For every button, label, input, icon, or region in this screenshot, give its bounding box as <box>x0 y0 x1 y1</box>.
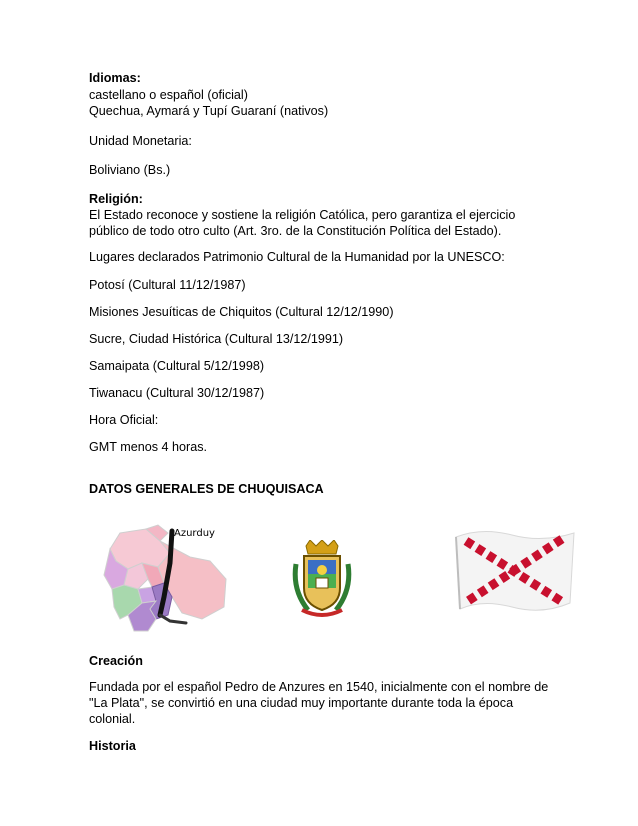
unesco-site: Potosí (Cultural 11/12/1987) <box>89 278 246 292</box>
chuquisaca-heading: DATOS GENERALES DE CHUQUISACA <box>89 482 324 496</box>
religion-line-2: público de todo otro culto (Art. 3ro. de la Constitución Política del Estado). <box>89 224 502 238</box>
idiomas-line-2: Quechua, Aymará y Tupí Guaraní (nativos) <box>89 104 329 118</box>
moneda-value: Boliviano (Bs.) <box>89 163 171 177</box>
unesco-site: Sucre, Ciudad Histórica (Cultural 13/12/1991) <box>89 332 344 346</box>
chuquisaca-flag-image <box>452 523 578 619</box>
creacion-line-2: "La Plata", se convirtió en una ciudad muy importante durante toda la época <box>89 696 514 710</box>
creacion-heading: Creación <box>89 654 143 668</box>
unesco-site: Tiwanacu (Cultural 30/12/1987) <box>89 386 265 400</box>
moneda-label: Unidad Monetaria: <box>89 134 192 148</box>
religion-line-1: El Estado reconoce y sostiene la religión Católica, pero garantiza el ejercicio <box>89 208 516 222</box>
hora-value: GMT menos 4 horas. <box>89 440 208 454</box>
unesco-intro: Lugares declarados Patrimonio Cultural de la Humanidad por la UNESCO: <box>89 250 505 264</box>
religion-heading: Religión: <box>89 192 143 206</box>
unesco-site: Samaipata (Cultural 5/12/1998) <box>89 359 265 373</box>
idiomas-line-1: castellano o español (oficial) <box>89 88 248 102</box>
idiomas-heading: Idiomas: <box>89 71 141 85</box>
historia-heading: Historia <box>89 739 136 753</box>
hora-label: Hora Oficial: <box>89 413 159 427</box>
creacion-line-1: Fundada por el español Pedro de Anzures en 1540, inicialmente con el nombre de <box>89 680 549 694</box>
map-label: Azurduy <box>174 528 215 539</box>
unesco-site: Misiones Jesuíticas de Chiquitos (Cultural 12/12/1990) <box>89 305 394 319</box>
bolivia-map-image <box>98 523 230 641</box>
coat-of-arms-image <box>290 540 354 620</box>
creacion-line-3: colonial. <box>89 712 136 726</box>
